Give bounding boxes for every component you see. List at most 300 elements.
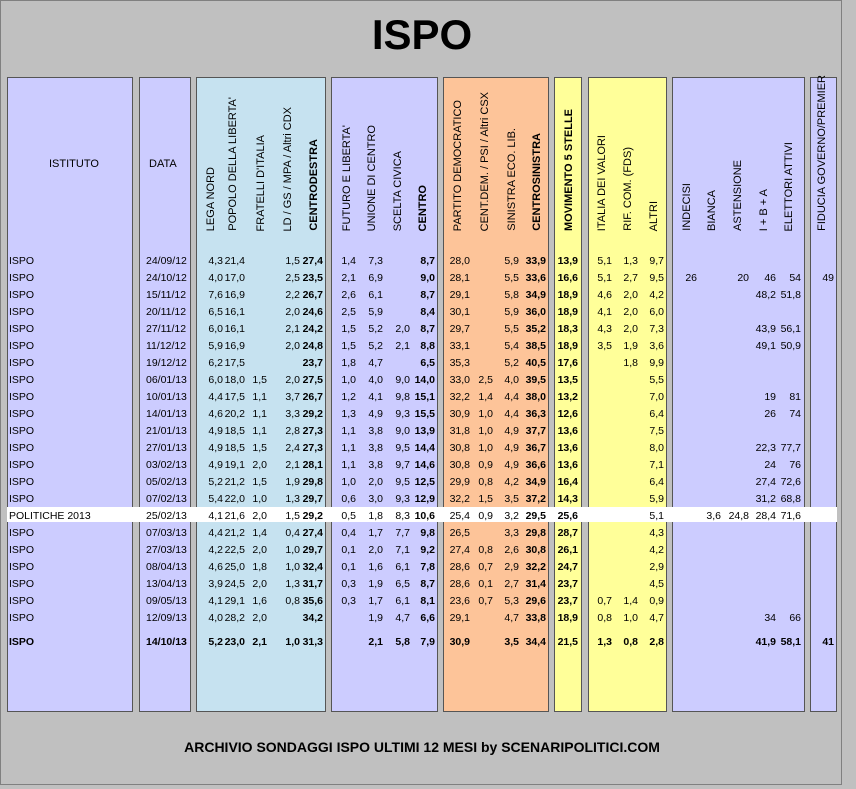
cell-m5s: 25,6	[557, 510, 578, 522]
cell-rif: 2,0	[623, 323, 638, 335]
cell-pd: 28,6	[449, 578, 470, 590]
cell-alt: 8,0	[649, 442, 664, 454]
cell-fli: 1,0	[341, 476, 356, 488]
table-row	[1, 458, 843, 475]
header-csx: CENTROSINISTRA	[531, 133, 543, 231]
table-row	[1, 356, 843, 373]
table-row	[1, 254, 843, 271]
cell-fli: 1,4	[341, 255, 356, 267]
cell-sc: 9,0	[395, 425, 410, 437]
cell-pd: 29,1	[449, 289, 470, 301]
cell-pd: 29,9	[449, 476, 470, 488]
cell-cen: 7,9	[420, 636, 435, 648]
cell-udc: 1,6	[368, 561, 383, 573]
cell-sel: 4,0	[504, 374, 519, 386]
cell-cen: 8,7	[420, 323, 435, 335]
cell-pd: 26,5	[449, 527, 470, 539]
header-iba: I + B + A	[758, 188, 770, 231]
cell-cdx: 35,6	[302, 595, 323, 607]
cell-data: 20/11/12	[146, 306, 187, 318]
cell-cd: 1,4	[478, 391, 493, 403]
cell-sel: 3,5	[504, 493, 519, 505]
cell-m5s: 13,5	[557, 374, 578, 386]
cell-fli: 0,3	[341, 595, 356, 607]
cell-data: 12/09/13	[146, 612, 187, 624]
cell-rif: 1,8	[623, 357, 638, 369]
cell-pdl: 17,5	[224, 391, 245, 403]
cell-ln: 5,2	[208, 636, 223, 648]
cell-fdi: 1,1	[252, 408, 267, 420]
cell-csx: 32,2	[525, 561, 546, 573]
cell-sel: 3,2	[504, 510, 519, 522]
cell-m5s: 18,3	[557, 323, 578, 335]
cell-ld: 1,3	[285, 578, 300, 590]
cell-sc: 2,0	[395, 323, 410, 335]
cell-data: 27/01/13	[146, 442, 187, 454]
cell-cen: 8,7	[420, 289, 435, 301]
header-cd: CENT.DEM. / PSI / Altri CSX	[479, 91, 491, 231]
cell-alt: 6,4	[649, 476, 664, 488]
cell-fli: 2,6	[341, 289, 356, 301]
cell-sel: 3,3	[504, 527, 519, 539]
cell-cd: 1,0	[478, 442, 493, 454]
cell-ist: ISPO	[9, 357, 35, 369]
cell-udc: 6,9	[368, 272, 383, 284]
cell-ln: 4,6	[208, 408, 223, 420]
cell-sel: 3,5	[504, 636, 519, 648]
cell-ln: 6,5	[208, 306, 223, 318]
cell-ist: ISPO	[9, 306, 35, 318]
cell-iba: 46	[764, 272, 776, 284]
cell-iba: 31,2	[755, 493, 776, 505]
cell-pd: 29,1	[449, 612, 470, 624]
cell-sel: 4,4	[504, 391, 519, 403]
cell-ist: ISPO	[9, 391, 35, 403]
cell-data: 19/12/12	[146, 357, 187, 369]
cell-pd: 28,6	[449, 561, 470, 573]
cell-csx: 33,8	[525, 612, 546, 624]
cell-ln: 7,6	[208, 289, 223, 301]
cell-data: 07/03/13	[146, 527, 187, 539]
cell-sc: 5,8	[395, 636, 410, 648]
cell-cen: 15,5	[414, 408, 435, 420]
cell-cdx: 24,6	[302, 306, 323, 318]
cell-m5s: 13,2	[557, 391, 578, 403]
cell-alt: 9,5	[649, 272, 664, 284]
table-row	[1, 509, 843, 526]
cell-rif: 2,0	[623, 306, 638, 318]
cell-ist: ISPO	[9, 578, 35, 590]
cell-ist: ISPO	[9, 561, 35, 573]
cell-csx: 29,8	[525, 527, 546, 539]
table-row	[1, 322, 843, 339]
cell-cdx: 23,7	[302, 357, 323, 369]
cell-rif: 1,9	[623, 340, 638, 352]
cell-ist: ISPO	[9, 255, 35, 267]
cell-pdl: 16,1	[224, 323, 245, 335]
cell-cdx: 23,5	[302, 272, 323, 284]
cell-ast: 24,8	[728, 510, 749, 522]
table-row	[1, 288, 843, 305]
cell-cdx: 27,5	[302, 374, 323, 386]
cell-cd: 0,7	[478, 595, 493, 607]
cell-sel: 4,9	[504, 459, 519, 471]
cell-fdi: 1,8	[252, 561, 267, 573]
cell-idv: 4,1	[597, 306, 612, 318]
cell-ln: 6,2	[208, 357, 223, 369]
cell-sel: 4,4	[504, 408, 519, 420]
cell-ld: 2,5	[285, 272, 300, 284]
cell-sel: 4,2	[504, 476, 519, 488]
cell-iba: 27,4	[755, 476, 776, 488]
cell-udc: 5,2	[368, 340, 383, 352]
cell-ld: 3,7	[285, 391, 300, 403]
cell-cen: 8,7	[420, 255, 435, 267]
cell-fli: 1,0	[341, 374, 356, 386]
cell-pd: 35,3	[449, 357, 470, 369]
header-data: DATA	[149, 158, 177, 170]
cell-pd: 30,8	[449, 459, 470, 471]
cell-fli: 0,4	[341, 527, 356, 539]
cell-cdx: 26,7	[302, 289, 323, 301]
cell-ist: ISPO	[9, 408, 35, 420]
cell-m5s: 17,6	[557, 357, 578, 369]
cell-pdl: 16,9	[224, 340, 245, 352]
cell-udc: 4,0	[368, 374, 383, 386]
cell-fdi: 1,5	[252, 374, 267, 386]
cell-pdl: 21,2	[224, 476, 245, 488]
cell-ln: 5,9	[208, 340, 223, 352]
cell-cen: 9,2	[420, 544, 435, 556]
cell-sc: 9,5	[395, 476, 410, 488]
cell-ld: 2,0	[285, 374, 300, 386]
cell-sc: 9,8	[395, 391, 410, 403]
cell-cen: 6,5	[420, 357, 435, 369]
cell-csx: 29,6	[525, 595, 546, 607]
cell-ln: 4,1	[208, 510, 223, 522]
cell-m5s: 18,9	[557, 612, 578, 624]
cell-csx: 34,9	[525, 289, 546, 301]
cell-alt: 4,5	[649, 578, 664, 590]
cell-udc: 3,8	[368, 442, 383, 454]
cell-fli: 1,8	[341, 357, 356, 369]
cell-cen: 8,4	[420, 306, 435, 318]
cell-cd: 0,8	[478, 476, 493, 488]
cell-pdl: 16,1	[224, 306, 245, 318]
header-pd: PARTITO DEMOCRATICO	[452, 99, 464, 231]
table-row	[1, 543, 843, 560]
cell-cen: 7,8	[420, 561, 435, 573]
cell-sel: 5,4	[504, 340, 519, 352]
cell-ld: 1,5	[285, 255, 300, 267]
cell-udc: 4,9	[368, 408, 383, 420]
cell-fdi: 1,0	[252, 493, 267, 505]
table-row	[1, 611, 843, 628]
cell-data: 27/11/12	[146, 323, 187, 335]
cell-ln: 4,9	[208, 459, 223, 471]
cell-pdl: 22,0	[224, 493, 245, 505]
cell-pdl: 18,5	[224, 442, 245, 454]
cell-pdl: 20,2	[224, 408, 245, 420]
cell-fli: 1,1	[341, 425, 356, 437]
cell-cdx: 29,7	[302, 493, 323, 505]
cell-pdl: 28,2	[224, 612, 245, 624]
cell-ea: 54	[789, 272, 801, 284]
table-row	[1, 390, 843, 407]
cell-m5s: 26,1	[557, 544, 578, 556]
header-ind: INDECISI	[681, 183, 693, 231]
cell-alt: 2,9	[649, 561, 664, 573]
cell-iba: 28,4	[755, 510, 776, 522]
cell-cdx: 29,2	[302, 510, 323, 522]
cell-ist: ISPO	[9, 340, 35, 352]
header-sc: SCELTA CIVICA	[392, 150, 404, 231]
cell-udc: 6,1	[368, 289, 383, 301]
table-row	[1, 577, 843, 594]
cell-ist: ISPO	[9, 527, 35, 539]
cell-rif: 2,0	[623, 289, 638, 301]
cell-m5s: 13,6	[557, 442, 578, 454]
cell-sc: 9,7	[395, 459, 410, 471]
cell-ist: ISPO	[9, 636, 35, 648]
cell-ln: 3,9	[208, 578, 223, 590]
cell-fli: 0,5	[341, 510, 356, 522]
cell-pd: 33,1	[449, 340, 470, 352]
cell-fli: 0,3	[341, 578, 356, 590]
cell-data: 24/10/12	[146, 272, 187, 284]
cell-udc: 5,9	[368, 306, 383, 318]
cell-idv: 5,1	[597, 255, 612, 267]
cell-alt: 5,9	[649, 493, 664, 505]
header-fid: FIDUCIA GOVERNO/PREMIER	[816, 75, 828, 231]
header-ln: LEGA NORD	[205, 166, 217, 231]
cell-udc: 1,7	[368, 595, 383, 607]
cell-csx: 35,2	[525, 323, 546, 335]
cell-sc: 6,5	[395, 578, 410, 590]
cell-sc: 4,7	[395, 612, 410, 624]
cell-iba: 48,2	[755, 289, 776, 301]
cell-m5s: 13,6	[557, 459, 578, 471]
header-ld: LD / GS / MPA / Altri CDX	[282, 106, 294, 231]
cell-ist: ISPO	[9, 442, 35, 454]
cell-csx: 33,9	[525, 255, 546, 267]
cell-cen: 15,1	[414, 391, 435, 403]
cell-ld: 2,4	[285, 442, 300, 454]
cell-ln: 4,3	[208, 255, 223, 267]
cell-data: 03/02/13	[146, 459, 187, 471]
cell-m5s: 23,7	[557, 578, 578, 590]
cell-cdx: 27,4	[302, 527, 323, 539]
cell-cdx: 24,8	[302, 340, 323, 352]
cell-udc: 3,8	[368, 459, 383, 471]
cell-udc: 4,7	[368, 357, 383, 369]
cell-alt: 7,0	[649, 391, 664, 403]
cell-pd: 30,1	[449, 306, 470, 318]
cell-udc: 4,1	[368, 391, 383, 403]
header-fli: FUTURO E LIBERTA'	[341, 124, 353, 231]
cell-fdi: 2,0	[252, 544, 267, 556]
cell-alt: 4,2	[649, 544, 664, 556]
table-row	[1, 441, 843, 458]
cell-csx: 34,4	[525, 636, 546, 648]
cell-udc: 2,0	[368, 544, 383, 556]
cell-iba: 22,3	[755, 442, 776, 454]
cell-csx: 40,5	[525, 357, 546, 369]
cell-data: 24/09/12	[146, 255, 187, 267]
table-row	[1, 373, 843, 390]
cell-sel: 4,9	[504, 425, 519, 437]
cell-sel: 5,5	[504, 323, 519, 335]
table-row	[1, 305, 843, 322]
cell-sel: 5,9	[504, 306, 519, 318]
cell-ld: 2,0	[285, 340, 300, 352]
cell-cd: 1,5	[478, 493, 493, 505]
cell-ld: 0,4	[285, 527, 300, 539]
header-m5s: MOVIMENTO 5 STELLE	[563, 108, 575, 231]
cell-pdl: 29,1	[224, 595, 245, 607]
cell-fdi: 1,5	[252, 442, 267, 454]
cell-data: 05/02/13	[146, 476, 187, 488]
cell-m5s: 14,3	[557, 493, 578, 505]
table-row	[1, 594, 843, 611]
cell-csx: 37,7	[525, 425, 546, 437]
cell-ea: 51,8	[780, 289, 801, 301]
cell-idv: 0,8	[597, 612, 612, 624]
cell-fid: 49	[822, 272, 834, 284]
cell-fdi: 2,0	[252, 510, 267, 522]
cell-fdi: 1,5	[252, 476, 267, 488]
cell-ist: ISPO	[9, 612, 35, 624]
cell-m5s: 28,7	[557, 527, 578, 539]
cell-sc: 7,1	[395, 544, 410, 556]
cell-csx: 29,5	[525, 510, 546, 522]
cell-ist: ISPO	[9, 595, 35, 607]
cell-data: 25/02/13	[146, 510, 187, 522]
cell-data: 27/03/13	[146, 544, 187, 556]
cell-udc: 5,2	[368, 323, 383, 335]
table-row	[1, 492, 843, 509]
cell-csx: 36,7	[525, 442, 546, 454]
cell-pd: 25,4	[449, 510, 470, 522]
cell-ld: 2,0	[285, 306, 300, 318]
cell-ind: 26	[685, 272, 697, 284]
cell-ist: ISPO	[9, 476, 35, 488]
cell-cen: 14,4	[414, 442, 435, 454]
cell-alt: 5,1	[649, 510, 664, 522]
cell-cdx: 34,2	[302, 612, 323, 624]
cell-ld: 2,1	[285, 323, 300, 335]
cell-pd: 27,4	[449, 544, 470, 556]
cell-fdi: 2,0	[252, 612, 267, 624]
cell-m5s: 23,7	[557, 595, 578, 607]
cell-fid: 41	[822, 636, 834, 648]
cell-ea: 71,6	[780, 510, 801, 522]
cell-ist: ISPO	[9, 493, 35, 505]
cell-sel: 5,9	[504, 255, 519, 267]
cell-sc: 9,3	[395, 408, 410, 420]
cell-cd: 0,1	[478, 578, 493, 590]
cell-ln: 4,4	[208, 391, 223, 403]
cell-idv: 1,3	[597, 636, 612, 648]
cell-cdx: 27,4	[302, 255, 323, 267]
cell-alt: 6,4	[649, 408, 664, 420]
cell-ist: ISPO	[9, 289, 35, 301]
cell-ea: 50,9	[780, 340, 801, 352]
cell-alt: 7,1	[649, 459, 664, 471]
cell-cen: 8,8	[420, 340, 435, 352]
cell-rif: 1,4	[623, 595, 638, 607]
cell-csx: 36,0	[525, 306, 546, 318]
cell-alt: 6,0	[649, 306, 664, 318]
cell-rif: 2,7	[623, 272, 638, 284]
table-row	[1, 271, 843, 288]
cell-m5s: 13,6	[557, 425, 578, 437]
cell-pd: 30,8	[449, 442, 470, 454]
cell-ist: ISPO	[9, 323, 35, 335]
cell-cdx: 24,2	[302, 323, 323, 335]
cell-pdl: 25,0	[224, 561, 245, 573]
cell-sel: 5,2	[504, 357, 519, 369]
cell-ld: 1,3	[285, 493, 300, 505]
cell-iba: 19	[764, 391, 776, 403]
cell-pdl: 24,5	[224, 578, 245, 590]
header-alt: ALTRI	[648, 200, 660, 231]
cell-sel: 5,5	[504, 272, 519, 284]
cell-data: 21/01/13	[146, 425, 187, 437]
cell-idv: 0,7	[597, 595, 612, 607]
cell-ea: 81	[789, 391, 801, 403]
table-row	[1, 526, 843, 543]
table-row	[1, 424, 843, 441]
cell-rif: 0,8	[623, 636, 638, 648]
cell-iba: 41,9	[755, 636, 776, 648]
cell-iba: 34	[764, 612, 776, 624]
cell-udc: 3,8	[368, 425, 383, 437]
cell-ist: ISPO	[9, 459, 35, 471]
cell-iba: 49,1	[755, 340, 776, 352]
cell-idv: 4,6	[597, 289, 612, 301]
cell-ln: 4,9	[208, 442, 223, 454]
cell-fli: 1,2	[341, 391, 356, 403]
header-rif: RIF. COM. (FDS)	[622, 147, 634, 231]
cell-pdl: 23,0	[224, 636, 245, 648]
header-ast: ASTENSIONE	[732, 160, 744, 231]
cell-alt: 4,7	[649, 612, 664, 624]
cell-fli: 1,1	[341, 442, 356, 454]
cell-ea: 66	[789, 612, 801, 624]
cell-alt: 5,5	[649, 374, 664, 386]
cell-idv: 5,1	[597, 272, 612, 284]
cell-pd: 23,6	[449, 595, 470, 607]
cell-data: 06/01/13	[146, 374, 187, 386]
cell-data: 14/10/13	[146, 636, 187, 648]
cell-sc: 6,1	[395, 561, 410, 573]
cell-m5s: 18,9	[557, 289, 578, 301]
cell-cen: 12,5	[414, 476, 435, 488]
cell-m5s: 24,7	[557, 561, 578, 573]
cell-udc: 2,1	[368, 636, 383, 648]
cell-sc: 7,7	[395, 527, 410, 539]
cell-fli: 1,1	[341, 459, 356, 471]
cell-data: 14/01/13	[146, 408, 187, 420]
cell-cdx: 29,2	[302, 408, 323, 420]
cell-csx: 30,8	[525, 544, 546, 556]
cell-fdi: 2,0	[252, 578, 267, 590]
cell-fli: 0,1	[341, 544, 356, 556]
cell-ld: 1,5	[285, 510, 300, 522]
cell-ld: 1,0	[285, 544, 300, 556]
cell-csx: 31,4	[525, 578, 546, 590]
